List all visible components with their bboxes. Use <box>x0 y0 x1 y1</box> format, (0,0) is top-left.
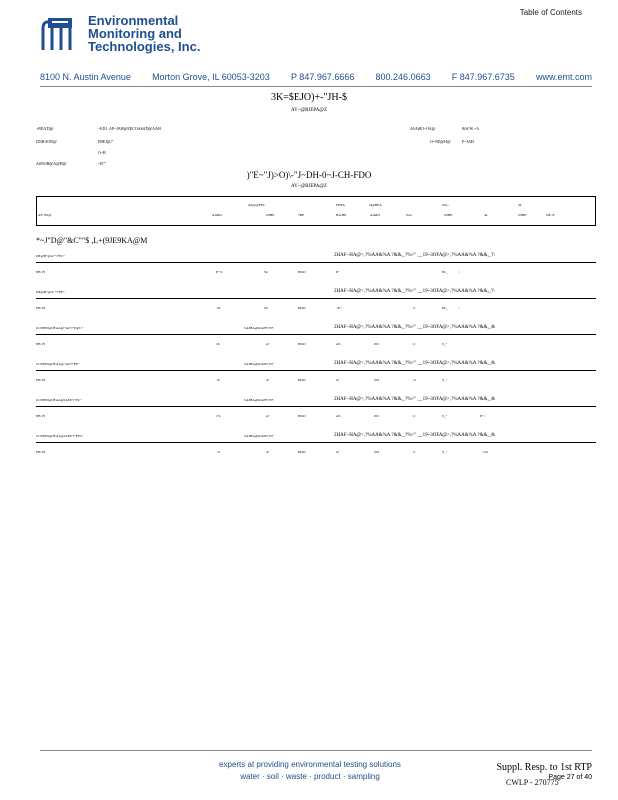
result-cell: HOO <box>298 306 306 310</box>
sample-divider <box>36 334 596 335</box>
info-value: ~B"" <box>98 161 107 166</box>
emt-logo-icon <box>40 16 78 52</box>
sample-method: 2HAF~HA@>,?%AA&%A ?&&,_?%>" __19~3OFA@>,?%AA&%A ?&&,_& <box>334 397 495 402</box>
column-header: AABO <box>212 213 222 217</box>
result-cell: ~ <box>458 306 460 310</box>
result-cell: ~1 <box>412 306 416 310</box>
result-cell: S_" <box>442 342 448 346</box>
result-cell: EB~H <box>36 414 45 418</box>
sample-matrix: SAJHA@KAJFCVF <box>244 362 274 366</box>
result-cell: S_" <box>442 450 448 454</box>
info-value: &W.W.~A <box>462 126 479 131</box>
supplement-stamp: Suppl. Resp. to 1st RTP <box>496 762 592 773</box>
info-value: F~JAH <box>462 139 474 144</box>
website-link[interactable]: www.emt.com <box>535 72 592 82</box>
column-header-box <box>36 196 596 226</box>
sample-divider <box>36 442 596 443</box>
result-cell: ~$ <box>216 378 220 382</box>
section-subtitle: AY~@RJEPA@Z <box>291 184 327 189</box>
column-header: 4L <box>484 213 488 217</box>
result-cell: ~1 <box>412 342 416 346</box>
sample-divider <box>36 406 596 407</box>
result-cell: HOO <box>298 414 306 418</box>
result-cell: 1% <box>216 414 221 418</box>
column-header: OJHE <box>266 213 275 217</box>
sample-id: O~NEE#@JEAA@"A#"J"E@C" <box>36 326 84 330</box>
sample-divider <box>36 262 596 263</box>
info-value: ~EJO .AP~JAH@EECOA#AD@AAH <box>98 126 161 131</box>
column-header: AABO <box>370 213 380 217</box>
group-title: *~J"D@"&C""$ ,L+(9JE9KA@M <box>36 236 148 245</box>
result-cell: A" <box>336 450 340 454</box>
sample-method: 2HAF~HA@>,?%AA&%A ?&&,_?%>" __19~3OFA@>,?%AA&%A ?&&,_& <box>334 325 495 330</box>
info-label: O~NE@H@ <box>430 139 451 144</box>
result-cell: JD~ <box>374 414 380 418</box>
result-cell: S# <box>264 306 268 310</box>
sample-method: 2HAF~HA@>,?%AA&%A ?&&,_?%>" __19~3OFA@>,?%AA&%A ?&&,_?\ <box>334 253 495 258</box>
sample-id: O~NEE#@JEAA@"A#"J"EE" <box>36 362 80 366</box>
sample-method: 2HAF~HA@>,?%AA&%A ?&&,_?%>" __19~3OFA@>,?%AA&%A ?&&,_& <box>334 361 495 366</box>
result-cell: EB~H <box>36 342 45 346</box>
result-cell: ~1 <box>412 450 416 454</box>
result-cell: EB~H <box>36 270 45 274</box>
footer-services: water · soil · waste · product · sampling <box>240 772 380 781</box>
sample-method: 2HAF~HA@>,?%AA&%A ?&&,_?%>" __19~3OFA@>,?%AA&%A ?&&,_& <box>334 433 495 438</box>
sample-method: 2HAF~HA@>,?%AA&%A ?&&,_?%>" __19~3OFA@>,?%AA&%A ?&&,_?\ <box>334 289 495 294</box>
result-cell: NO <box>374 378 380 382</box>
bates-number: CWLP - 270775 <box>506 778 559 787</box>
column-group-label: FEBA <box>336 203 345 207</box>
info-label: ~BEA'D@ <box>36 126 54 131</box>
report-subtitle: AY~@RJEPA@Z <box>291 108 327 113</box>
result-cell: HOO <box>298 270 306 274</box>
result-cell: EB~H <box>36 450 45 454</box>
result-cell: HOO <box>298 378 306 382</box>
column-header: NA~ <box>406 213 413 217</box>
header-divider <box>40 86 592 87</box>
result-cell: EL_ <box>442 306 449 310</box>
result-cell: A" <box>266 378 270 382</box>
result-cell: ~E" <box>336 306 342 310</box>
column-header: OE~E <box>546 213 555 217</box>
column-group-label: A#@@EFC <box>248 203 266 207</box>
info-value: O~B <box>98 150 106 155</box>
sample-matrix: SAJHA@KAJFCVF <box>244 326 274 330</box>
column-group-label: O@BEA <box>369 203 382 207</box>
result-cell: A" <box>266 342 270 346</box>
section-title: )"E~"J)>O)\-"J~DH-0~J-CH-FDO <box>246 170 372 180</box>
result-cell: A" <box>266 450 270 454</box>
sample-matrix: SAJHA@KAJFCVF <box>244 434 274 438</box>
result-cell: HOO <box>298 342 306 346</box>
result-cell: E"~ <box>480 414 486 418</box>
info-label: 4AA#EJ~OA@ <box>410 126 436 131</box>
result-cell: S_" <box>442 414 448 418</box>
info-label: DNBAOD@ <box>36 139 57 144</box>
result-cell: A" <box>266 414 270 418</box>
result-cell: A" <box>336 378 340 382</box>
column-group-label: 4L <box>518 203 522 207</box>
result-cell: JD~ <box>374 342 380 346</box>
info-value: FBEJ@/" <box>98 139 114 144</box>
sample-id: O~NEE#@JEAA@JAF#"J"EC" <box>36 398 82 402</box>
column-header: AF~BJ@ <box>38 213 52 217</box>
sample-divider <box>36 298 596 299</box>
company-name: Environmental Monitoring and Technologies, Inc. <box>88 13 201 54</box>
column-header: 7BE <box>298 213 305 217</box>
result-cell: S# <box>264 270 268 274</box>
sample-matrix: SAJHA@KAJFCVF <box>244 398 274 402</box>
result-cell: E"% <box>216 270 223 274</box>
sample-id: DE@B"@A""J"EE" <box>36 290 65 294</box>
table-of-contents-link[interactable]: Table of Contents <box>519 8 582 17</box>
result-cell: EB~H <box>36 306 45 310</box>
result-cell: NO <box>374 450 380 454</box>
sample-divider <box>36 370 596 371</box>
footer-divider <box>40 750 592 751</box>
result-cell: ~4 <box>412 378 416 382</box>
result-cell: ~1 <box>412 414 416 418</box>
result-cell: HOO <box>298 450 306 454</box>
address-bar: 8100 N. Austin Avenue Morton Grove, IL 60053-3203 P 847.967.6666 800.246.0663 F 847.967.6735 www.emt.com <box>40 72 592 82</box>
result-cell: 1$ <box>216 342 220 346</box>
sample-id: O~NEE#@JEAA@JAF#"J"EEC" <box>36 434 84 438</box>
result-cell: EB~H <box>36 378 45 382</box>
footer-tagline: experts at providing environmental testing solutions <box>219 760 401 769</box>
result-cell: E" <box>336 270 340 274</box>
result-cell: ~D <box>216 306 221 310</box>
report-title: 3K=$EJO)+-"JH-$ <box>271 92 347 103</box>
result-cell: ~S4 <box>482 450 488 454</box>
result-cell: EL_ <box>442 270 449 274</box>
result-cell: ~ <box>458 270 460 274</box>
result-cell: S_" <box>442 378 448 382</box>
result-cell: AS <box>336 414 341 418</box>
result-cell: AS <box>336 342 341 346</box>
column-header: HA.BE <box>336 213 347 217</box>
info-label: A#NOH@A@H@ <box>36 161 67 166</box>
page-number: Page 27 of 40 <box>548 774 592 781</box>
column-group-label: NA~ <box>442 203 449 207</box>
column-header: OJHE <box>444 213 453 217</box>
sample-id: DE@B"@A""J"EC" <box>36 254 65 258</box>
result-cell: ~4 <box>216 450 220 454</box>
column-header: OJHE <box>518 213 527 217</box>
